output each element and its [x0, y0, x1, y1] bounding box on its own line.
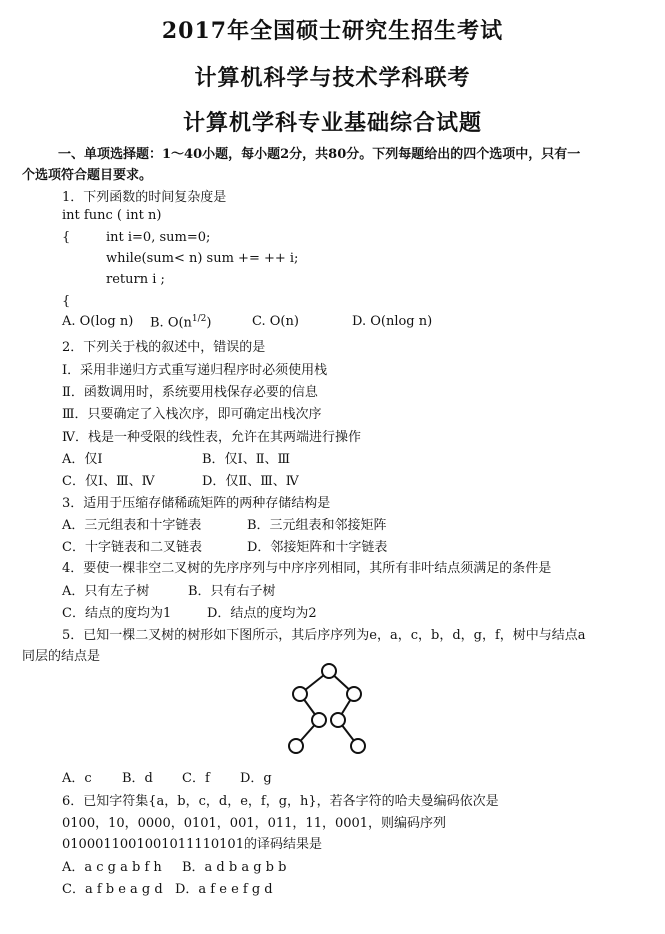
q1-code-line: return i ; [106, 272, 165, 287]
q5-option-a: A．c [62, 771, 92, 786]
q6-codes: 0100，10，0000，0101，001，011，11，0001，则编码序列 [62, 816, 447, 831]
tree-node [322, 664, 336, 678]
q6-option-b: B．a d b a g b b [182, 860, 287, 875]
q5-option-c: C．f [182, 771, 210, 786]
q5-stem: 5．已知一棵二叉树的树形如下图所示，其后序序列为e，a，c，b，d，g，f，树中与结点a [62, 628, 586, 643]
q6-option-d: D．a f e e f g d [175, 882, 273, 897]
q5-option-d: D．g [240, 771, 272, 786]
q1-option-d: D. O(nlog n) [352, 314, 433, 329]
paper-title: 计算机学科专业基础综合试题 [182, 110, 482, 136]
tree-node [293, 687, 307, 701]
q1-code-line: int i=0, sum=0; [106, 230, 211, 245]
q2-statement: Ⅲ．只要确定了入栈次序，即可确定出栈次序 [62, 407, 322, 422]
tree-node [312, 713, 326, 727]
q2-statement: Ⅱ．函数调用时，系统要用栈保存必要的信息 [62, 385, 318, 400]
q3-option-a: A．三元组表和十字链表 [62, 518, 202, 533]
q2-option-b: B．仅Ⅰ、Ⅱ、Ⅲ [202, 452, 291, 467]
q3-option-d: D．邻接矩阵和十字链表 [247, 540, 388, 555]
q2-option-d: D．仅Ⅱ、Ⅲ、Ⅳ [202, 474, 299, 489]
q4-option-a: A．只有左子树 [62, 584, 150, 599]
exam-title: 2017年全国硕士研究生招生考试 [161, 18, 504, 44]
binary-tree-figure [280, 660, 390, 756]
tree-node [289, 739, 303, 753]
q4-option-d: D．结点的度均为2 [207, 606, 317, 621]
q2-stem: 2．下列关于栈的叙述中，错误的是 [62, 340, 266, 355]
q5-option-b: B．d [122, 771, 153, 786]
tree-node [347, 687, 361, 701]
section-heading-cont: 个选项符合题目要求。 [22, 168, 153, 183]
q2-option-c: C．仅Ⅰ、Ⅲ、Ⅳ [62, 474, 155, 489]
q3-option-b: B．三元组表和邻接矩阵 [247, 518, 387, 533]
q1-code-line: int func ( int n) [62, 208, 162, 223]
q1-stem: 1．下列函数的时间复杂度是 [62, 190, 227, 205]
tree-node [331, 713, 345, 727]
q4-option-b: B．只有右子树 [188, 584, 276, 599]
q3-option-c: C．十字链表和二叉链表 [62, 540, 202, 555]
q1-option-b: B. $O(n^{1/2})$ [150, 314, 212, 331]
q6-sequence: 0100011001001011110101的译码结果是 [62, 837, 322, 852]
q4-stem: 4．要使一棵非空二叉树的先序序列与中序序列相同，其所有非叶结点须满足的条件是 [62, 561, 552, 576]
q1-option-c: C. O(n) [252, 314, 299, 329]
q2-option-a: A．仅Ⅰ [62, 452, 103, 467]
q1-code-line: { [62, 294, 71, 309]
q1-code-line: { [62, 230, 71, 245]
q3-stem: 3．适用于压缩存储稀疏矩阵的两种存储结构是 [62, 496, 331, 511]
q6-option-c: C．a f b e a g d [62, 882, 163, 897]
q1-option-a: A. O(log n) [62, 314, 134, 329]
q6-stem: 6．已知字符集{a，b，c，d，e，f，g，h}，若各字符的哈夫曼编码依次是 [62, 794, 499, 809]
q4-option-c: C．结点的度均为1 [62, 606, 172, 621]
q2-statement: Ⅰ．采用非递归方式重写递归程序时必须使用栈 [62, 363, 328, 378]
section-heading: 一、单项选择题：1～40小题，每小题2分，共80分。下列每题给出的四个选项中，只有一 [58, 147, 581, 162]
q5-stem-cont: 同层的结点是 [22, 649, 101, 664]
q1-code-line: while(sum< n) sum += ++ i; [106, 251, 299, 266]
exam-subtitle: 计算机科学与技术学科联考 [194, 65, 471, 91]
q2-statement: Ⅳ．栈是一种受限的线性表，允许在其两端进行操作 [62, 430, 361, 445]
q6-option-a: A．a c g a b f h [62, 860, 162, 875]
tree-node [351, 739, 365, 753]
